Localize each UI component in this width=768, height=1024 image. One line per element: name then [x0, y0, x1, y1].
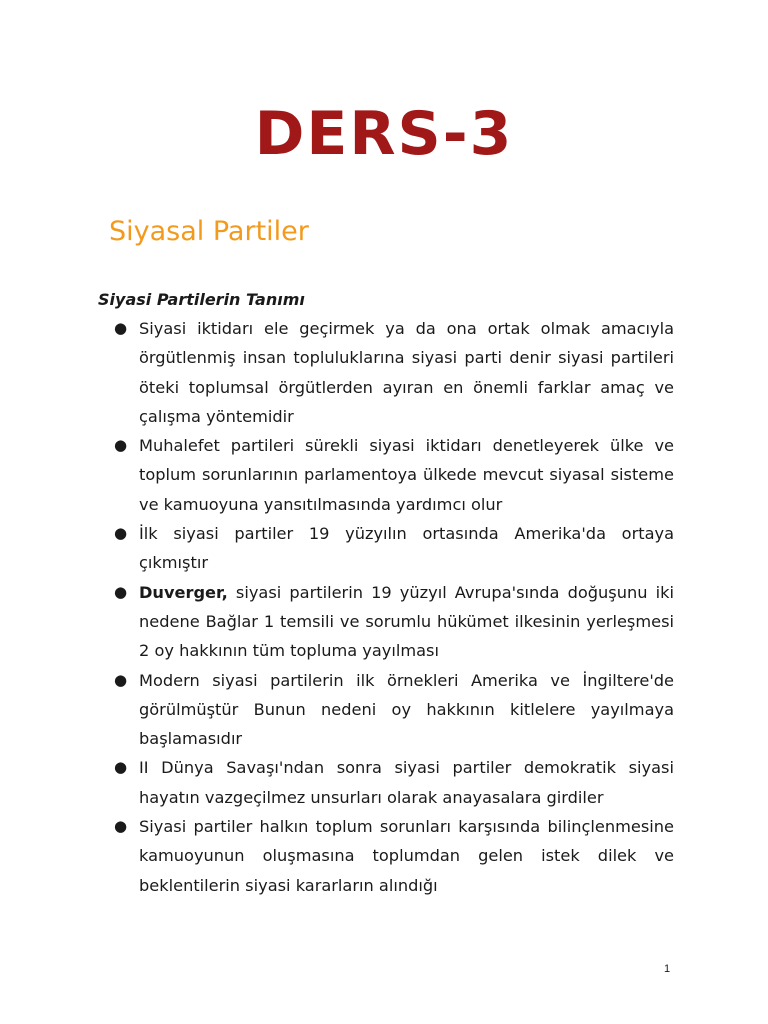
page-title: DERS-3 — [254, 99, 514, 169]
bullet-text: Modern siyasi partilerin ilk örnekleri Amerika ve İngiltere'de görülmüştür Bunun nedeni oy hakkının kitlelere yayılmaya başlamasıdır — [139, 670, 674, 749]
list-item — [112, 753, 674, 812]
page-number: 1 — [664, 963, 671, 975]
bullet-dot-icon: ● — [114, 582, 128, 601]
definition-heading: Siyasi Partilerin Tanımı — [98, 290, 305, 309]
list-item — [112, 812, 674, 900]
bullet-text: Siyasi partiler halkın toplum sorunları karşısında bilinçlenmesine kamuoyunun oluşmasına toplumdan gelen istek dilek ve beklentilerin siyasi kararların alındığı — [139, 817, 674, 895]
list-item — [112, 666, 674, 754]
bullet-dot-icon: ● — [114, 817, 128, 836]
bullet-text: siyasi partilerin 19 yüzyıl Avrupa'sında doğuşunu iki nedene Bağlar 1 temsili ve sorumlu hükümet ilkesinin yerleşmesi 2 oy hakkının tüm topluma yayılması — [139, 582, 674, 661]
bullet-dot-icon: ● — [114, 524, 128, 543]
bullet-text: II Dünya Savaşı'ndan sonra siyasi partiler demokratik siyasi hayatın vazgeçilmez unsurları olarak anayasalara girdiler — [139, 758, 674, 807]
list-item — [112, 431, 674, 519]
bullet-lead-term: Duverger, — [139, 582, 228, 602]
list-item — [112, 519, 674, 578]
bullet-list — [112, 314, 674, 900]
bullet-dot-icon: ● — [114, 670, 128, 689]
list-item — [112, 578, 674, 666]
section-subtitle: Siyasal Partiler — [109, 216, 309, 247]
bullet-dot-icon: ● — [114, 436, 128, 455]
bullet-text: Siyasi iktidarı ele geçirmek ya da ona ortak olmak amacıyla örgütlenmiş insan topluluklarına siyasi parti denir siyasi partileri öteki toplumsal örgütlerden ayıran en önemli farklar amaç ve çalışma yöntemidir — [139, 319, 674, 426]
bullet-dot-icon: ● — [114, 319, 128, 337]
bullet-text: Muhalefet partileri sürekli siyasi iktidarı denetleyerek ülke ve toplum sorunlarının parlamentoya ülkede mevcut siyasal sisteme ve kamuoyuna yansıtılmasında yardımcı olur — [139, 436, 674, 514]
bullet-text: İlk siyasi partiler 19 yüzyılın ortasında Amerika'da ortaya çıkmıştır — [139, 524, 674, 573]
bullet-dot-icon: ● — [114, 758, 128, 777]
list-item — [112, 314, 674, 431]
